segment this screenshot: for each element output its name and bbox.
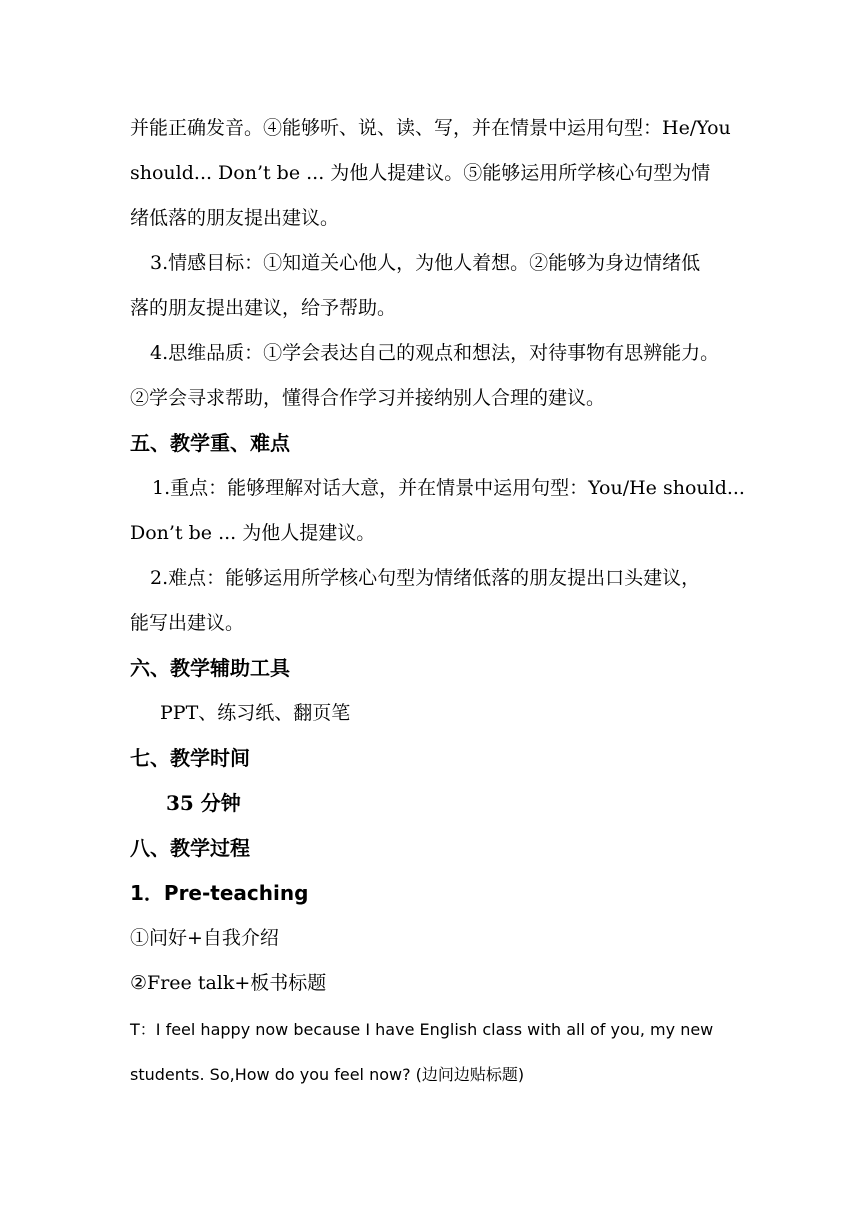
thinking-quality-line: 4.思维品质：①学会表达自己的观点和想法，对待事物有思辨能力。 [150, 342, 720, 364]
key-point-line: 1.重点：能够理解对话大意，并在情景中运用句型：You/He should... [152, 477, 745, 499]
section-heading-time: 七、教学时间 [130, 746, 250, 770]
key-point-line: Don’t be ... 为他人提建议。 [130, 522, 376, 544]
step-item: ②Free talk+板书标题 [130, 972, 327, 994]
emotion-goal-line: 3.情感目标：①知道关心他人，为他人着想。②能够为身边情绪低 [150, 252, 701, 274]
objective-paragraph-line: 绪低落的朋友提出建议。 [130, 207, 340, 229]
emotion-goal-line: 落的朋友提出建议，给予帮助。 [130, 297, 397, 319]
objective-paragraph-line: should... Don’t be ... 为他人提建议。⑤能够运用所学核心句型为情 [130, 162, 711, 184]
section-heading-tools: 六、教学辅助工具 [130, 656, 290, 680]
teacher-dialogue-line: T：I feel happy now because I have English class with all of you, my new [130, 1020, 714, 1039]
difficulty-line: 能写出建议。 [130, 612, 245, 634]
step-item: ①问好+自我介绍 [130, 927, 279, 949]
teacher-dialogue-line: students. So,How do you feel now? (边问边贴标题) [130, 1065, 525, 1084]
section-heading-process: 八、教学过程 [130, 836, 250, 860]
objective-paragraph-line: 并能正确发音。④能够听、说、读、写，并在情景中运用句型：He/You [130, 117, 731, 139]
teaching-duration: 35 分钟 [166, 791, 241, 815]
step-heading-pre-teaching: 1．Pre-teaching [130, 881, 309, 905]
tools-list: PPT、练习纸、翻页笔 [160, 702, 351, 724]
thinking-quality-line: ②学会寻求帮助，懂得合作学习并接纳别人合理的建议。 [130, 387, 606, 409]
section-heading-key-points: 五、教学重、难点 [130, 431, 290, 455]
difficulty-line: 2.难点：能够运用所学核心句型为情绪低落的朋友提出口头建议， [150, 567, 701, 589]
